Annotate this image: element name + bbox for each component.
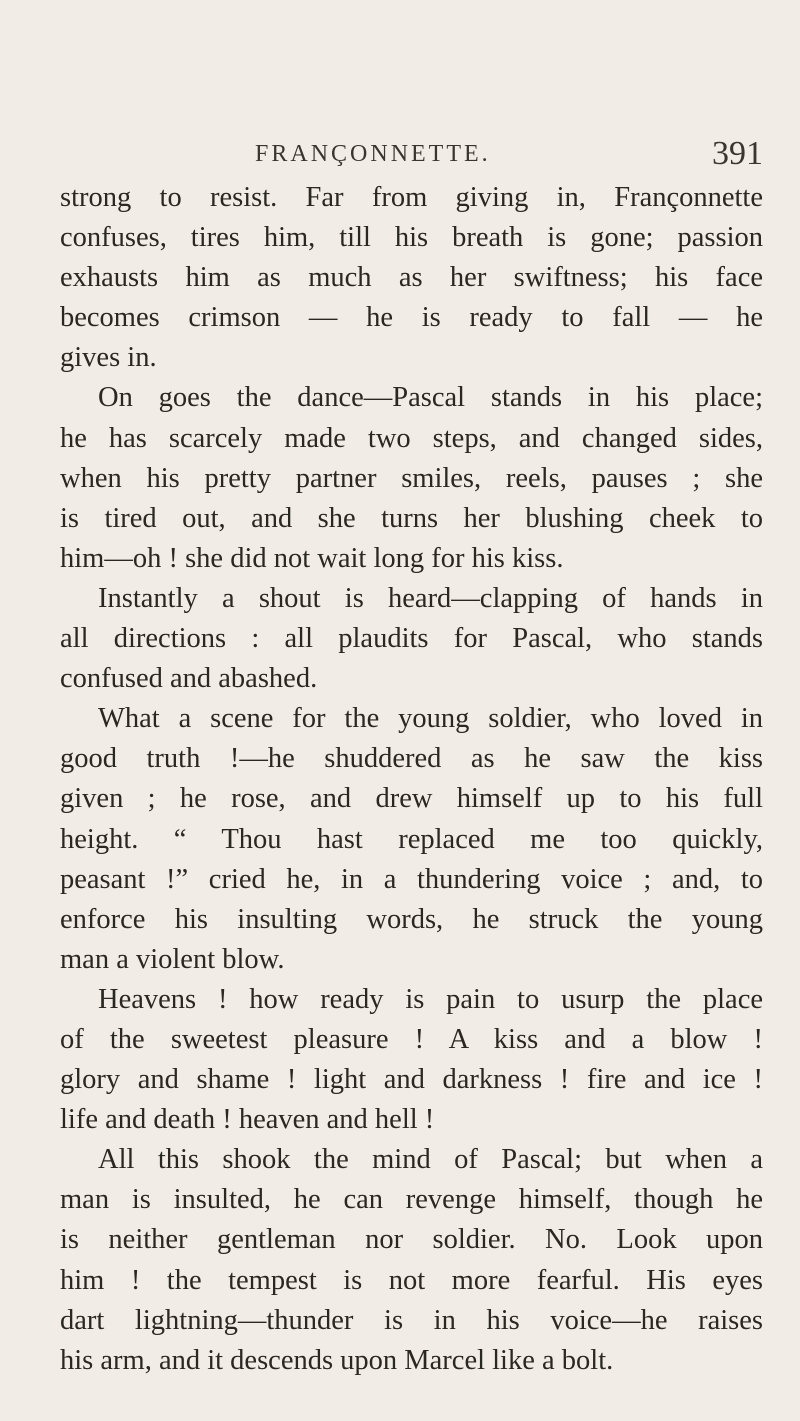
- text-line: man is insulted, he can revenge himself, though he: [60, 1184, 763, 1216]
- text-line: man a violent blow.: [60, 943, 285, 975]
- text-line: peasant !” cried he, in a thundering voice ; and, to: [60, 863, 763, 895]
- text-line: enforce his insulting words, he struck the young: [60, 903, 763, 935]
- text-line: confused and abashed.: [60, 663, 318, 695]
- text-line: On goes the dance—Pascal stands in his place;: [98, 382, 763, 414]
- running-head-title: FRANÇONNETTE.: [255, 141, 491, 167]
- text-line: dart lightning—thunder is in his voice—he raises: [60, 1304, 763, 1336]
- page-number: 391: [712, 135, 763, 172]
- text-line: good truth !—he shuddered as he saw the kiss: [60, 743, 763, 775]
- text-line: him—oh ! she did not wait long for his kiss.: [60, 542, 564, 574]
- text-line: life and death ! heaven and hell !: [60, 1104, 435, 1136]
- text-line: he has scarcely made two steps, and changed sides,: [60, 422, 763, 454]
- text-line: him ! the tempest is not more fearful. His eyes: [60, 1264, 763, 1296]
- body-text: [60, 178, 763, 1381]
- text-line: when his pretty partner smiles, reels, pauses ; she: [60, 462, 763, 494]
- running-head: [60, 135, 763, 175]
- text-line: of the sweetest pleasure ! A kiss and a blow !: [60, 1023, 763, 1055]
- text-line: exhausts him as much as her swiftness; his face: [60, 262, 763, 294]
- text-line: Instantly a shout is heard—clapping of hands in: [98, 582, 763, 614]
- text-line: height. “ Thou hast replaced me too quickly,: [60, 823, 763, 855]
- text-line: is tired out, and she turns her blushing cheek to: [60, 502, 763, 534]
- text-line: All this shook the mind of Pascal; but when a: [98, 1144, 763, 1176]
- text-line: gives in.: [60, 342, 157, 374]
- text-line: confuses, tires him, till his breath is gone; passion: [60, 222, 763, 254]
- text-line: What a scene for the young soldier, who loved in: [98, 703, 763, 735]
- text-line: all directions : all plaudits for Pascal, who stands: [60, 623, 763, 655]
- text-line: Heavens ! how ready is pain to usurp the place: [98, 983, 763, 1015]
- text-line: becomes crimson — he is ready to fall — he: [60, 302, 763, 334]
- text-line: his arm, and it descends upon Marcel like a bolt.: [60, 1344, 614, 1376]
- text-line: given ; he rose, and drew himself up to his full: [60, 783, 763, 815]
- text-line: is neither gentleman nor soldier. No. Look upon: [60, 1224, 763, 1256]
- text-line: glory and shame ! light and darkness ! fire and ice !: [60, 1064, 763, 1096]
- text-line: strong to resist. Far from giving in, Françonnette: [60, 182, 763, 213]
